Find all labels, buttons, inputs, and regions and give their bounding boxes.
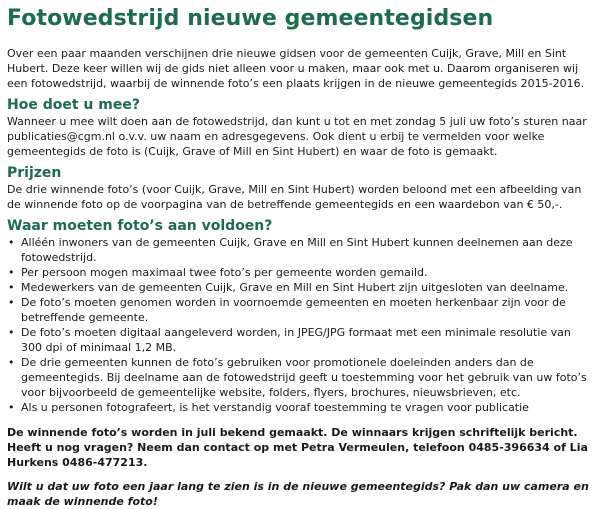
list-item: • Als u personen fotografeert, is het verstandig vooraf toestemming te vragen voor publicatie bbox=[21, 400, 593, 415]
prizes-paragraph: De drie winnende foto’s (voor Cuijk, Grave, Mill en Sint Hubert) worden beloond met een afbeelding van de winnende foto op de voorpagina van de betreffende gemeentegids en een waardebon van € 50,-. bbox=[7, 183, 582, 211]
call-to-action: Wilt u dat uw foto een jaar lang te zien is in de nieuwe gemeentegids? Pak dan uw camera en maak de winnende foto! bbox=[7, 480, 589, 508]
closing-paragraph: De winnende foto’s worden in juli bekend gemaakt. De winnaars krijgen schriftelijk bericht. Heeft u nog vragen? Neem dan contact op met Petra Vermeulen, telefoon 0485-396634 of Lia Hurkens 0486-477213. bbox=[7, 426, 588, 469]
list-item: • De drie gemeenten kunnen de foto’s gebruiken voor promotionele doeleinden anders dan de gemeentegids. Bij deelname aan de fotowedstrijd geeft u toestemming voor het gebruik van uw foto’s voor bijvoorbeeld de gemeentelijke website, folders, flyers, brochures, nieuwsbrieven, etc. bbox=[21, 355, 593, 400]
list-item: • Alléén inwoners van de gemeenten Cuijk, Grave en Mill en Sint Hubert kunnen deelnemen aan deze fotowedstrijd. bbox=[21, 235, 593, 265]
section-heading-how: Hoe doet u mee? bbox=[7, 97, 140, 113]
page-title: Fotowedstrijd nieuwe gemeentegidsen bbox=[7, 6, 494, 31]
list-item: • Per persoon mogen maximaal twee foto’s per gemeente worden gemaild. bbox=[21, 265, 593, 280]
section-heading-requirements: Waar moeten foto’s aan voldoen? bbox=[7, 218, 273, 234]
section-heading-prizes: Prijzen bbox=[7, 165, 62, 181]
intro-paragraph: Over een paar maanden verschijnen drie nieuwe gidsen voor de gemeenten Cuijk, Grave, Mill en Sint Hubert. Deze keer willen wij de gids niet alleen voor u maken, maar ook met u. Daarom organiseren wij een fotowedstrijd, waarbij de winnende foto’s een plaats krijgen in de nieuwe gemeentegids 2015-2016. bbox=[7, 47, 585, 90]
list-item: • De foto’s moeten digitaal aangeleverd worden, in JPEG/JPG formaat met een minimale resolutie van 300 dpi of minimaal 1,2 MB. bbox=[21, 325, 593, 355]
requirements-list bbox=[7, 235, 593, 415]
list-item: • Medewerkers van de gemeenten Cuijk, Grave en Mill en Sint Hubert zijn uitgesloten van deelname. bbox=[21, 280, 593, 295]
list-item: • De foto’s moeten genomen worden in voornoemde gemeenten en moeten herkenbaar zijn voor de betreffende gemeente. bbox=[21, 295, 593, 325]
how-paragraph: Wanneer u mee wilt doen aan de fotowedstrijd, dan kunt u tot en met zondag 5 juli uw foto’s sturen naar publicaties@cgm.nl o.v.v. uw naam en adresgegevens. Ook dient u erbij te vermelden voor welke gemeentegids de foto is (Cuijk, Grave of Mill en Sint Hubert) en waar de foto is gemaakt. bbox=[7, 115, 587, 158]
